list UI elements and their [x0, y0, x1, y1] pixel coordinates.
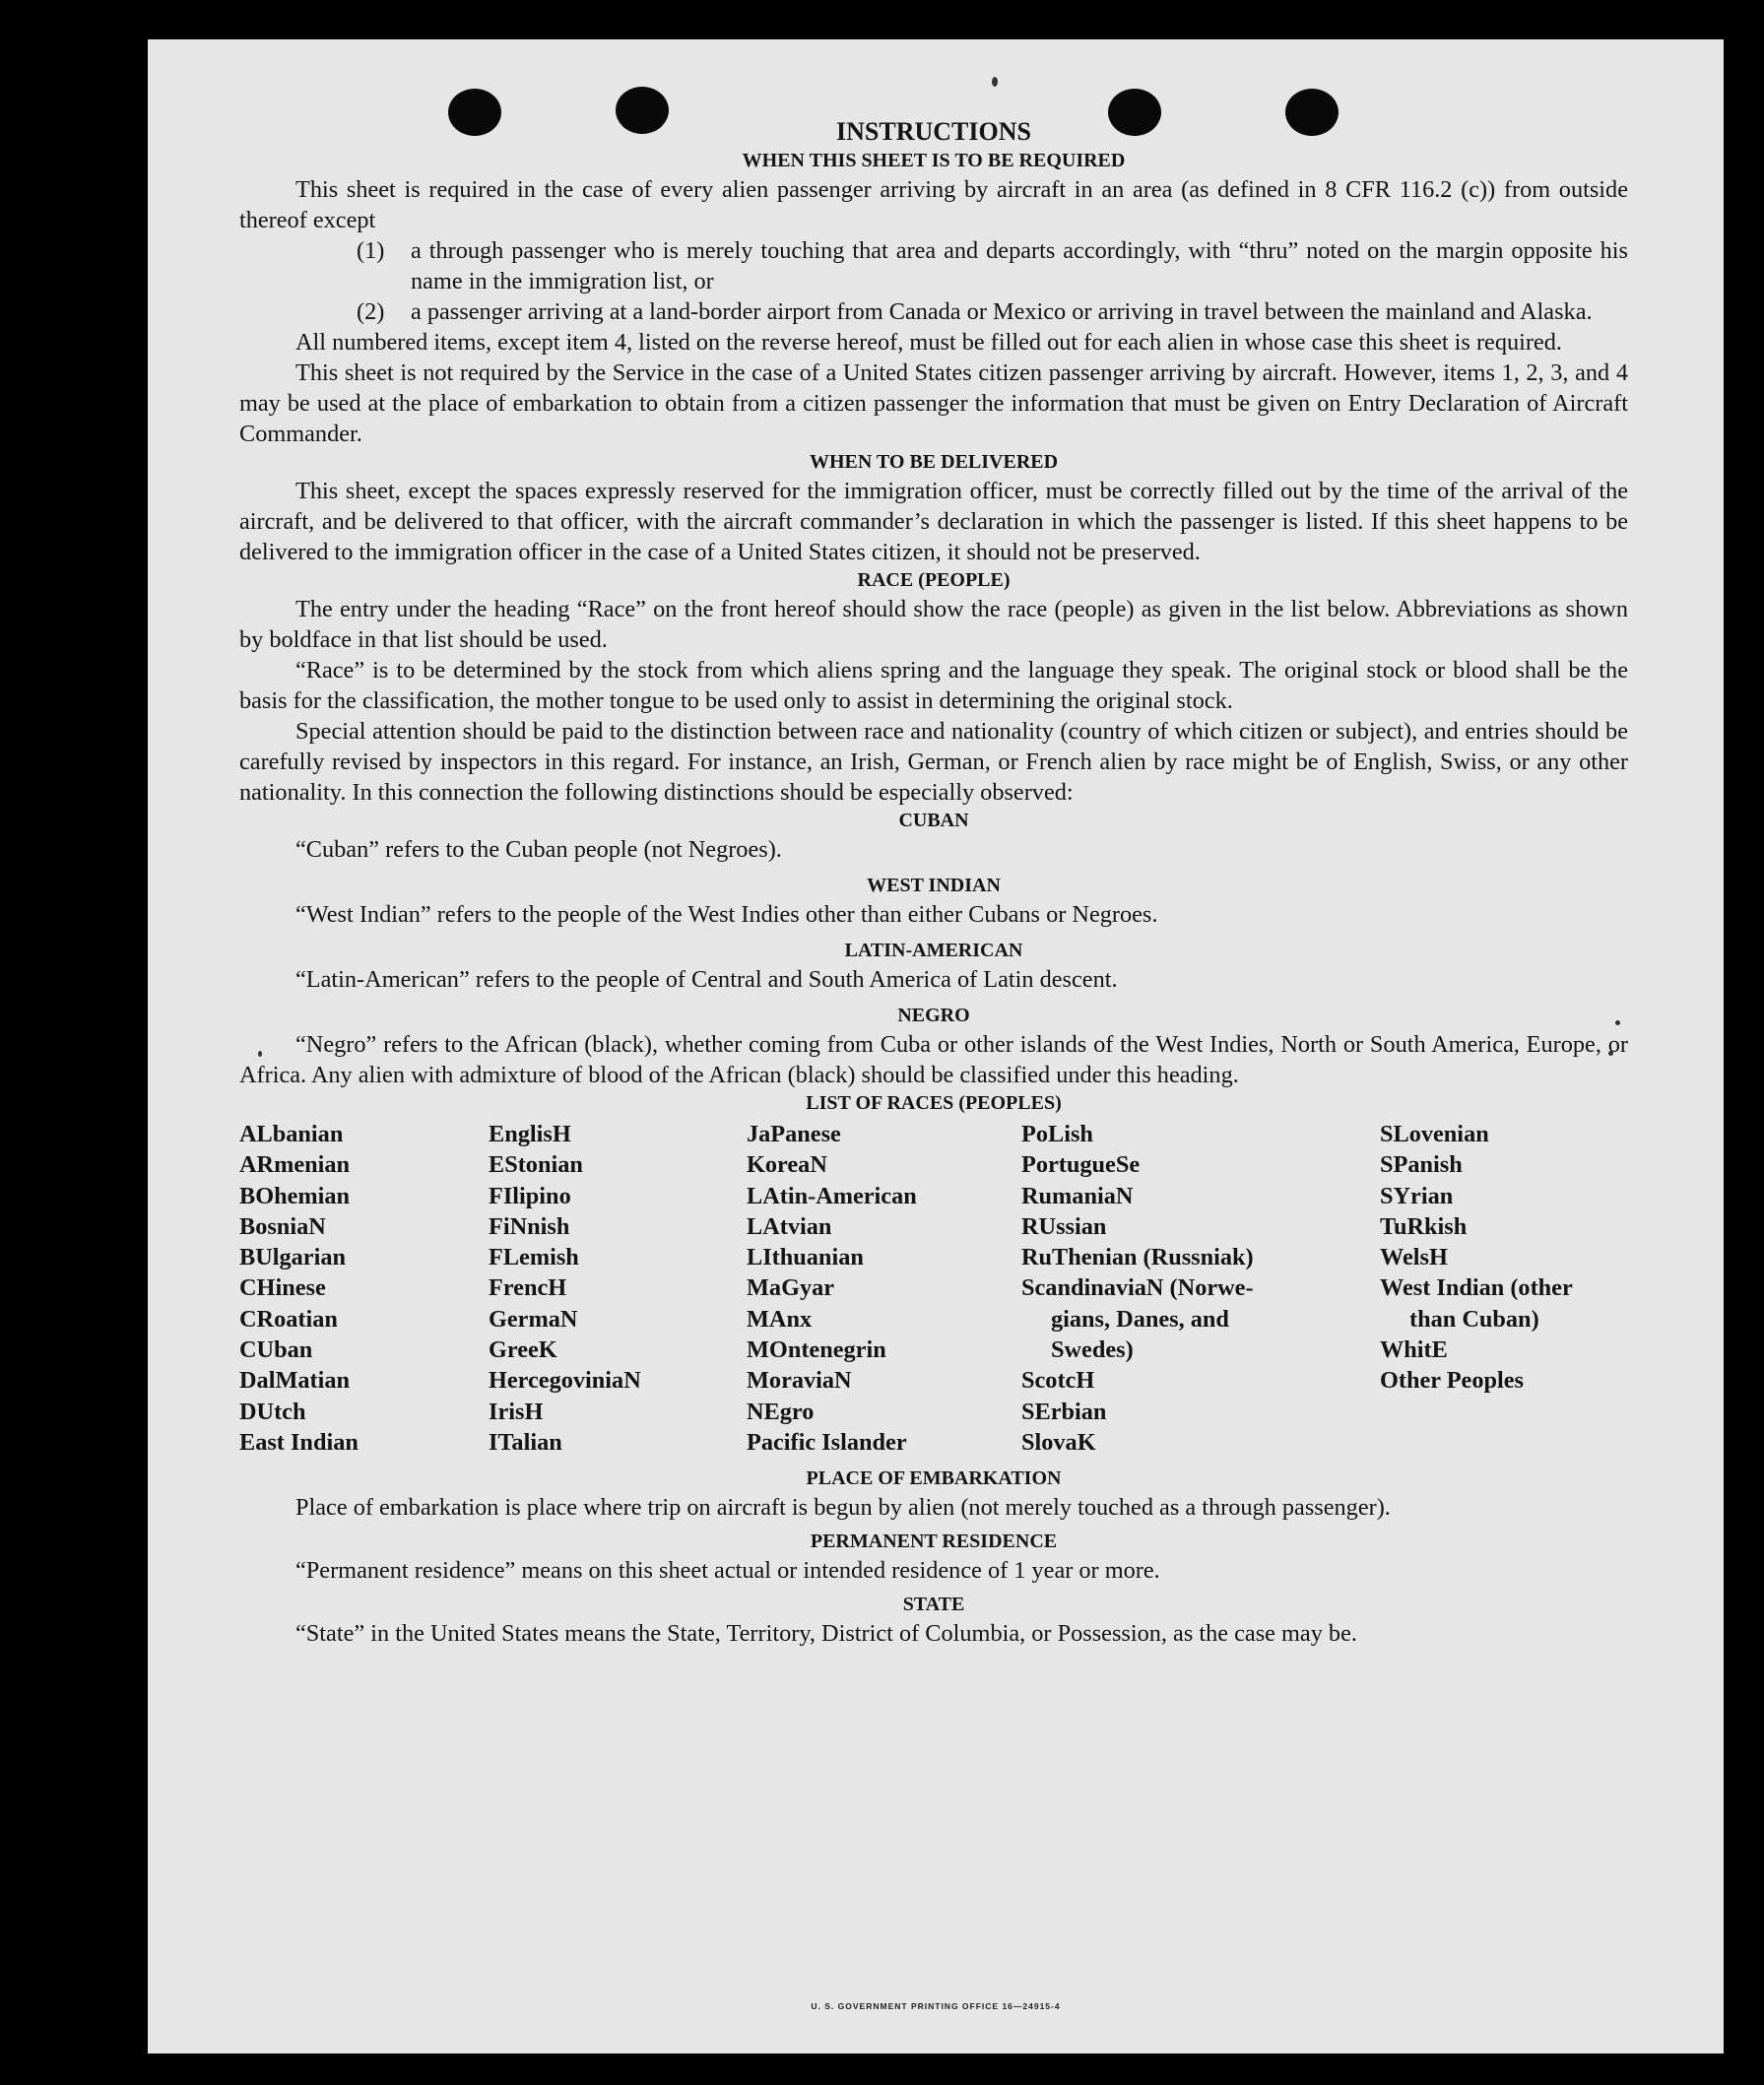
race-entry: FiNnish: [489, 1212, 570, 1240]
race-entry: FrencH: [489, 1274, 567, 1302]
race-entry: MAnx: [747, 1305, 813, 1333]
item-text: a through passenger who is merely touching that area and departs accordingly, with “thru” noted on the margin opposite his name in the immigration list, or: [411, 237, 1628, 294]
race-paragraph-1: The entry under the heading “Race” on the front hereof should show the race (people) as given in the list below. Abbreviations as shown by boldface in that list should be used.: [239, 596, 1628, 653]
race-entry: Other Peoples: [1380, 1367, 1524, 1395]
race-entry: WhitE: [1380, 1336, 1448, 1364]
race-entry: TuRkish: [1380, 1212, 1468, 1240]
race-entry: BosniaN: [239, 1212, 326, 1240]
section-heading-race: RACE (PEOPLE): [857, 569, 1011, 591]
race-paragraph-3: Special attention should be paid to the distinction between race and nationality (country of which citizen or subject), and entries should be carefully revised by inspectors in this regard. For instance, an Irish, German, or French alien by race might be of English, Swiss, or any other nationality. In this connection the following distinctions should be especially observed:: [239, 718, 1628, 806]
instructions-page: [239, 116, 1628, 1649]
race-entry: MaGyar: [747, 1274, 835, 1302]
race-entry: SYrian: [1380, 1182, 1454, 1209]
negro-text: “Negro” refers to the African (black), whether coming from Cuba or other islands of the West Indies, North or South America, Europe, or Africa. Any alien with admixture of blood of the African (black) should be classified under this heading.: [239, 1031, 1628, 1088]
race-entry: PoLish: [1021, 1121, 1093, 1147]
section-heading-required: WHEN THIS SHEET IS TO BE REQUIRED: [742, 150, 1126, 171]
race-entry: West Indian (other: [1380, 1274, 1573, 1302]
race-entry: WelsH: [1380, 1244, 1448, 1271]
item-text: a passenger arriving at a land-border airport from Canada or Mexico or arriving in travel between the mainland and Alaska.: [411, 298, 1593, 325]
race-entry: SLovenian: [1380, 1121, 1489, 1147]
west-indian-text: “West Indian” refers to the people of the West Indies other than either Cubans or Negroes.: [295, 901, 1158, 928]
section-heading-races-list: LIST OF RACES (PEOPLES): [806, 1092, 1062, 1114]
races-column: [1021, 1119, 1380, 1458]
races-column: [239, 1119, 489, 1458]
race-entry: MoraviaN: [747, 1367, 852, 1395]
required-paragraph-2: All numbered items, except item 4, listed on the reverse hereof, must be filled out for each alien in whose case this sheet is required.: [295, 329, 1562, 356]
race-entry: FLemish: [489, 1244, 579, 1271]
race-entry: GreeK: [489, 1336, 557, 1364]
exception-item: [239, 235, 1628, 296]
race-entry: than Cuban): [1409, 1305, 1539, 1333]
race-entry: DUtch: [239, 1398, 306, 1425]
race-entry: LAtin-American: [747, 1182, 917, 1209]
race-paragraph-2: “Race” is to be determined by the stock from which aliens spring and the language they speak. The original stock or blood shall be the basis for the classification, the mother tongue to be used only to assist in determining the original stock.: [239, 657, 1628, 714]
race-entry: LIthuanian: [747, 1244, 864, 1271]
section-heading-negro: NEGRO: [897, 1005, 970, 1026]
race-entry: BUlgarian: [239, 1244, 346, 1271]
latin-american-text: “Latin-American” refers to the people of Central and South America of Latin descent.: [295, 966, 1118, 993]
item-number: (1): [357, 237, 385, 264]
state-text: “State” in the United States means the State, Territory, District of Columbia, or Possession, as the case may be.: [295, 1620, 1357, 1648]
race-entry: PortugueSe: [1021, 1151, 1141, 1179]
speck: [992, 77, 998, 87]
section-heading-state: STATE: [902, 1594, 965, 1616]
cuban-text: “Cuban” refers to the Cuban people (not Negroes).: [295, 836, 782, 863]
section-heading-delivered: WHEN TO BE DELIVERED: [809, 451, 1059, 473]
race-entry: CRoatian: [239, 1305, 338, 1333]
race-entry: RUssian: [1021, 1212, 1107, 1240]
section-heading-cuban: CUBAN: [898, 810, 969, 831]
race-entry: CUban: [239, 1336, 313, 1364]
item-number: (2): [357, 298, 385, 325]
section-heading-west-indian: WEST INDIAN: [867, 875, 1001, 896]
page-title: INSTRUCTIONS: [836, 117, 1031, 146]
race-entry: GermaN: [489, 1305, 578, 1333]
required-paragraph-3: This sheet is not required by the Service in the case of a United States citizen passenger arriving by aircraft. However, items 1, 2, 3, and 4 may be used at the place of embarkation to obtain from a citizen passenger the information that must be given on Entry Declaration of Aircraft Commander.: [239, 359, 1628, 447]
race-entry: ARmenian: [239, 1151, 351, 1179]
race-entry: ScotcH: [1021, 1367, 1095, 1395]
race-entry: ScandinaviaN (Norwe-: [1021, 1274, 1254, 1302]
race-entry: MOntenegrin: [747, 1336, 886, 1364]
race-entry: Swedes): [1051, 1336, 1134, 1364]
document-sheet: [148, 39, 1724, 2053]
exception-item: [239, 296, 1628, 327]
race-entry: NEgro: [747, 1398, 815, 1425]
race-entry: FIlipino: [489, 1182, 571, 1209]
embarkation-text: Place of embarkation is place where trip on aircraft is begun by alien (not merely touched as a through passenger).: [295, 1494, 1391, 1522]
race-entry: Pacific Islander: [747, 1428, 907, 1456]
race-entry: RuThenian (Russniak): [1021, 1244, 1254, 1271]
race-entry: ALbanian: [239, 1121, 344, 1147]
race-entry: SErbian: [1021, 1398, 1107, 1425]
race-entry: DalMatian: [239, 1367, 351, 1395]
race-entry: East Indian: [239, 1428, 359, 1456]
race-entry: ITalian: [489, 1428, 562, 1456]
races-column: [747, 1119, 1021, 1458]
delivered-text: This sheet, except the spaces expressly reserved for the immigration officer, must be correctly filled out by the time of the arrival of the aircraft, and be delivered to that officer, with the aircraft commander’s declaration in which the passenger is listed. If this sheet happens to be delivered to the immigration officer in the case of a United States citizen, it should not be preserved.: [239, 478, 1628, 565]
race-entry: EnglisH: [489, 1121, 571, 1147]
required-intro: This sheet is required in the case of every alien passenger arriving by aircraft in an area (as defined in 8 CFR 116.2 (c)) from outside thereof except: [239, 176, 1628, 233]
race-entry: SPanish: [1380, 1151, 1463, 1179]
section-heading-permanent-residence: PERMANENT RESIDENCE: [810, 1531, 1058, 1553]
race-entry: KoreaN: [747, 1151, 827, 1179]
race-entry: BOhemian: [239, 1182, 351, 1209]
race-entry: JaPanese: [747, 1121, 841, 1147]
race-entry: LAtvian: [747, 1212, 832, 1240]
race-entry: HercegoviniaN: [489, 1367, 641, 1395]
permanent-residence-text: “Permanent residence” means on this sheet actual or intended residence of 1 year or more.: [295, 1557, 1160, 1585]
race-entry: CHinese: [239, 1274, 326, 1302]
race-entry: RumaniaN: [1021, 1182, 1134, 1209]
section-heading-embarkation: PLACE OF EMBARKATION: [806, 1467, 1062, 1490]
race-entry: IrisH: [489, 1398, 544, 1425]
race-entry: SlovaK: [1021, 1428, 1096, 1456]
race-entry: gians, Danes, and: [1051, 1305, 1229, 1333]
section-heading-latin-american: LATIN-AMERICAN: [844, 940, 1023, 961]
race-entry: EStonian: [489, 1151, 583, 1179]
races-list: [239, 1119, 1628, 1458]
races-column: [1380, 1119, 1628, 1458]
races-column: [489, 1119, 747, 1458]
printer-imprint: U. S. GOVERNMENT PRINTING OFFICE 16—24915-4: [811, 2001, 1061, 2011]
